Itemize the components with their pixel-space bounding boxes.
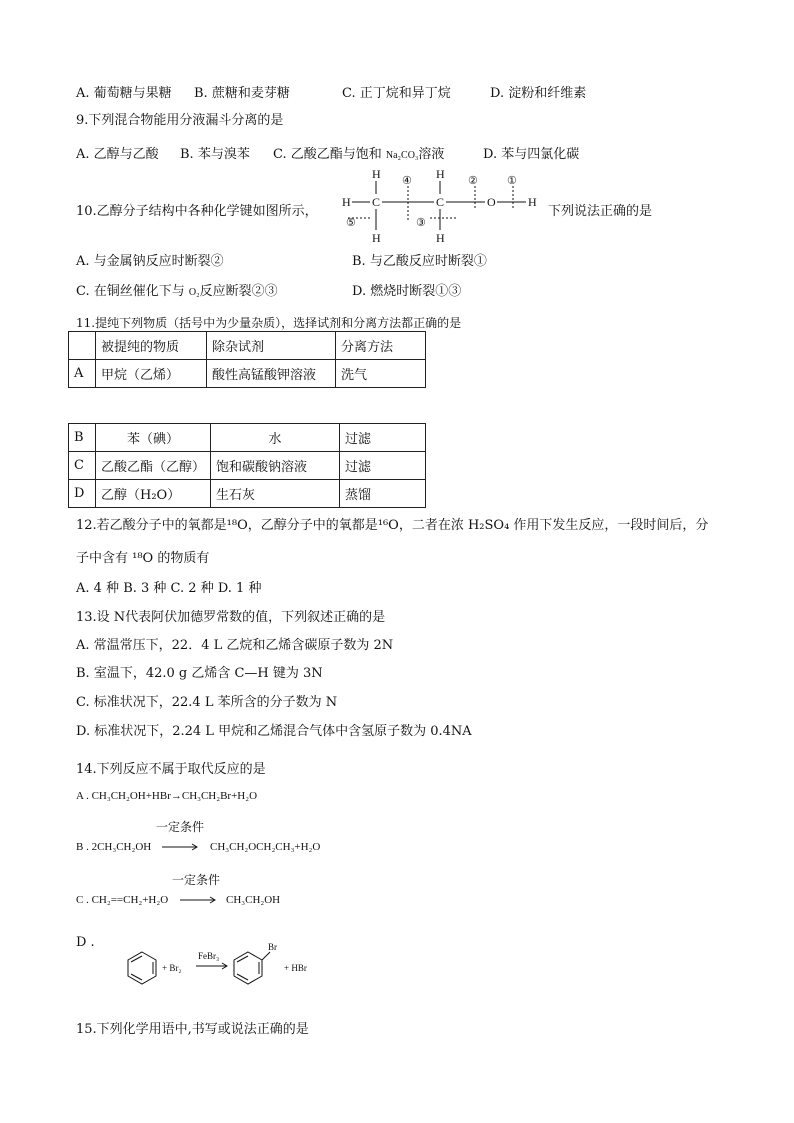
q9-option-a: A. 乙醇与乙酸 [76, 147, 159, 162]
q14-b-condition: 一定条件 [156, 820, 205, 834]
q14-d-catalyst: FeBr₃ [198, 951, 220, 961]
bromobenzene-product-icon [234, 952, 270, 984]
q12-line1: 12.若乙酸分子中的氧都是¹⁸O，乙醇分子中的氧都是¹⁶O，二者在浓 H₂SO₄ 作用下发生反应，一段时间后，分 [76, 518, 709, 533]
table-row [69, 480, 426, 508]
q14-option-b [76, 838, 151, 856]
q14-d-plus-hbr: + HBr [284, 963, 307, 973]
bond-label-4: ④ [402, 175, 412, 187]
q14-c-product: CH₃CH₂OH [226, 894, 281, 906]
table-cell: 甲烷（乙烯） [96, 360, 207, 388]
atom-h-right: H [528, 195, 537, 209]
benzene-reactant-icon [128, 952, 156, 984]
q8-option-c: C. 正丁烷和异丁烷 [342, 86, 451, 101]
q10-formula: O₂ [188, 287, 200, 298]
q13-option-c: C. 标准状况下，22.4 L 苯所含的分子数为 N [76, 695, 338, 710]
q11-table-bottom [68, 423, 426, 508]
header-cell [69, 332, 96, 360]
table-cell: 饱和碳酸钠溶液 [211, 452, 340, 480]
table-cell: B [69, 424, 96, 452]
table-cell: 酸性高锰酸钾溶液 [207, 360, 336, 388]
q13-option-d: D. 标准状况下，2.24 L 甲烷和乙烯混合气体中含氢原子数为 0.4NA [76, 724, 472, 739]
q9-option-c-pre: C. 乙酸乙酯与饱和 [273, 147, 386, 162]
atom-h-bottom-right: H [436, 231, 445, 245]
q9-option-b: B. 苯与溴苯 [180, 147, 250, 162]
q15-stem: 15.下列化学用语中,书写或说法正确的是 [76, 1022, 309, 1037]
table-row [69, 360, 426, 388]
table-cell: 过滤 [340, 452, 426, 480]
header-cell: 被提纯的物质 [96, 332, 207, 360]
q14-b-product: CH₃CH₂OCH₂CH₃+H₂O [210, 841, 321, 853]
bond-label-3: ③ [416, 217, 426, 229]
atom-h-top-right: H [436, 167, 445, 181]
q9-option-d: D. 苯与四氯化碳 [483, 147, 580, 162]
q14-b-reactant: B . 2CH₃CH₂OH [76, 841, 152, 853]
table-cell: 蒸馏 [340, 480, 426, 508]
q14-c-condition: 一定条件 [172, 873, 221, 887]
q14-option-c [76, 891, 168, 909]
table-cell: A [69, 360, 96, 388]
q13-stem: 13.设 N代表阿伏加德罗常数的值，下列叙述正确的是 [76, 610, 386, 625]
q14-d-plus-br2: + Br₂ [162, 963, 182, 973]
header-cell: 除杂试剂 [207, 332, 336, 360]
ethanol-structure-diagram [330, 160, 546, 250]
atom-h-bottom-left: H [372, 231, 381, 245]
bond-label-5: ⑤ [346, 217, 356, 229]
q14-d-br-substituent: Br [268, 942, 277, 952]
reaction-arrow-icon [196, 963, 227, 969]
bond-label-1: ① [507, 175, 517, 187]
q8-option-d: D. 淀粉和纤维素 [490, 86, 587, 101]
q10-option-c-pre: C. 在铜丝催化下与 [76, 284, 189, 299]
table-row [69, 452, 426, 480]
table-cell: 过滤 [340, 424, 426, 452]
q14-b-arrow [162, 843, 200, 851]
q9-formula: Na₂CO₃ [385, 150, 419, 161]
q10-option-a: A. 与金属钠反应时断裂② [76, 254, 224, 269]
q13-option-b: B. 室温下，42.0 g 乙烯含 C—H 键为 3N [76, 666, 323, 681]
table-cell: 乙酸乙酯（乙醇） [96, 452, 211, 480]
q10-stem-pre: 10.乙醇分子结构中各种化学键如图所示， [76, 204, 318, 219]
header-cell: 分离方法 [336, 332, 426, 360]
q14-option-d-label: D . [76, 935, 95, 950]
atom-c2: C [436, 195, 445, 209]
table-cell: 生石灰 [211, 480, 340, 508]
q12-line2: 子中含有 ¹⁸O 的物质有 [76, 551, 210, 566]
atom-h-top-left: H [372, 167, 381, 181]
q9-stem: 9.下列混合物能用分液漏斗分离的是 [76, 113, 284, 128]
atom-o: O [487, 195, 496, 209]
q11-stem: 11.提纯下列物质（括号中为少量杂质），选择试剂和分离方法都正确的是 [76, 316, 462, 330]
table-cell: 水 [211, 424, 340, 452]
table-cell: D [69, 480, 96, 508]
q10-option-c-post: 反应断裂②③ [199, 284, 278, 299]
q9-option-c-post: 溶液 [418, 147, 445, 162]
table-row [69, 424, 426, 452]
q14-c-arrow [180, 896, 218, 904]
q8-option-b: B. 蔗糖和麦芽糖 [194, 86, 290, 101]
bond-label-2: ② [468, 175, 478, 187]
table-cell: 洗气 [336, 360, 426, 388]
q14-d-reaction [118, 938, 328, 990]
q10-option-d: D. 燃烧时断裂①③ [352, 284, 462, 299]
atom-c1: C [372, 195, 381, 209]
q14-option-a: A . CH₃CH₂OH+HBr→CH₃CH₂Br+H₂O [76, 790, 258, 802]
table-cell: C [69, 452, 96, 480]
table-header-row [69, 332, 426, 360]
q14-stem: 14.下列反应不属于取代反应的是 [76, 762, 266, 777]
q8-option-a: A. 葡萄糖与果糖 [76, 86, 172, 101]
q10-option-c [76, 280, 278, 299]
q10-stem-post: 下列说法正确的是 [548, 204, 653, 219]
table-cell: 苯（碘） [96, 424, 211, 452]
q13-option-a: A. 常温常压下，22．4 L 乙烷和乙烯含碳原子数为 2N [76, 638, 394, 653]
q10-option-b: B. 与乙酸反应时断裂① [352, 254, 487, 269]
q14-c-reactant: C . CH₂==CH₂+H₂O [76, 894, 169, 906]
atom-h-left: H [342, 195, 351, 209]
table-cell: 乙醇（H₂O） [96, 480, 211, 508]
q11-table-top [68, 331, 426, 388]
q12-options: A. 4 种 B. 3 种 C. 2 种 D. 1 种 [76, 581, 262, 596]
